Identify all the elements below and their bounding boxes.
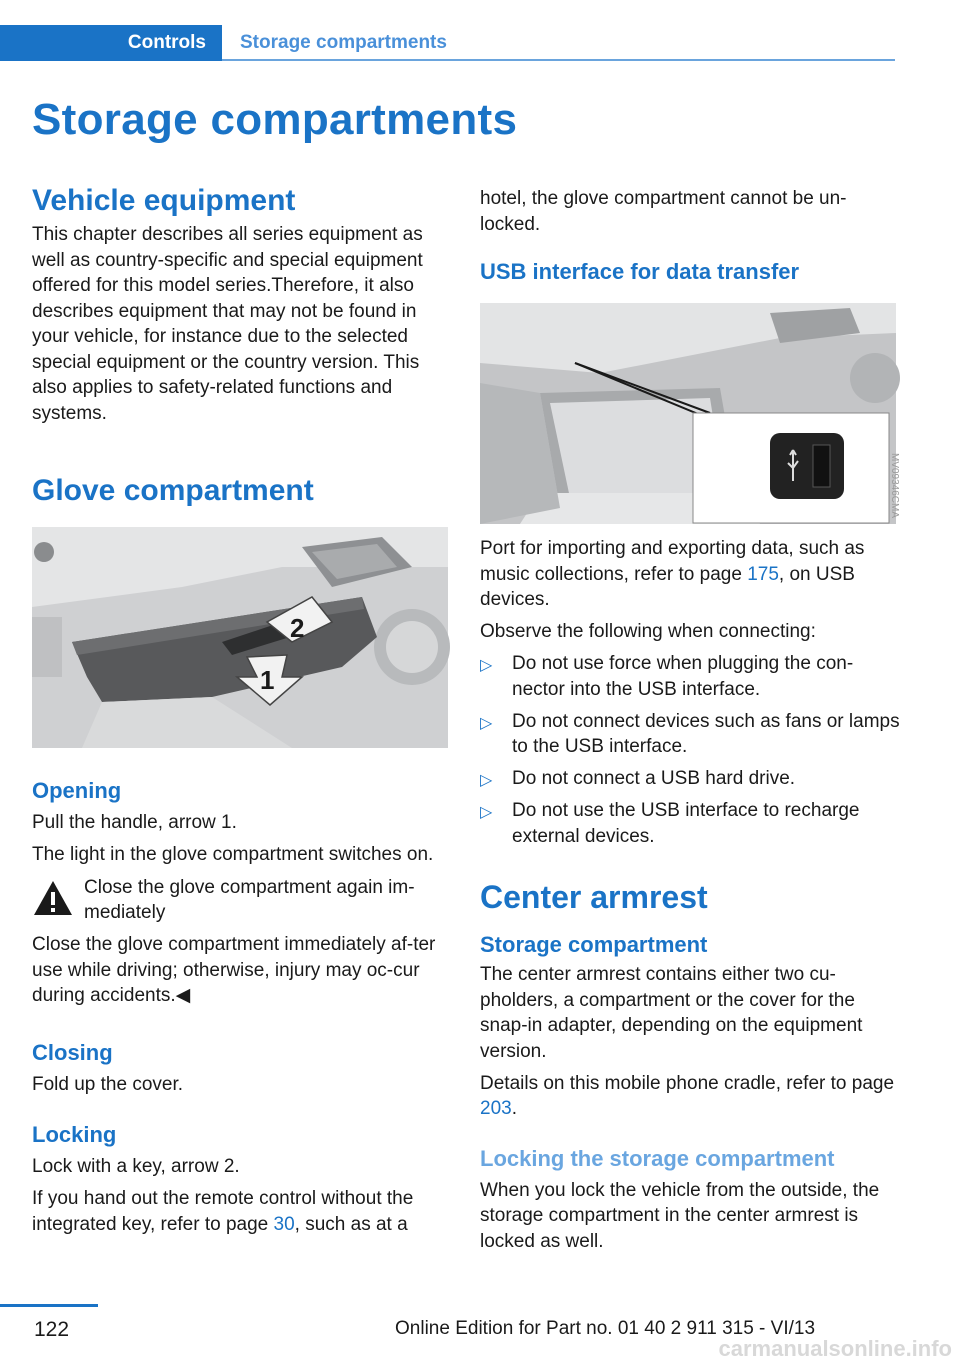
warning-triangle-icon: [32, 879, 74, 917]
figure-code: MV09346CMA: [889, 453, 900, 519]
locking-storage-text: When you lock the vehicle from the outside, the storage compartment in the center armrest is locked as well.: [480, 1179, 880, 1252]
tab-storage-compartments[interactable]: Storage compartments: [240, 32, 447, 53]
header-rule: [222, 59, 895, 61]
header-tabbar: [0, 25, 895, 61]
bullet-triangle-icon: ▷: [480, 772, 493, 789]
closing-text: Fold up the cover.: [32, 1073, 184, 1095]
watermark: carmanualsonline.info: [718, 1336, 952, 1361]
page-title: Storage compartments: [32, 95, 518, 144]
usb-text-2: Observe the following when connecting:: [480, 621, 816, 642]
closing-heading: Closing: [32, 1039, 113, 1065]
storage-text-2: Details on this mobile phone cradle, refer to page 203.: [480, 1072, 895, 1119]
usb-interface-illustration: [480, 303, 900, 524]
center-armrest-heading: Center armrest: [480, 879, 708, 915]
glove-compartment-figure: [32, 527, 448, 748]
storage-compartment-heading: Storage compartment: [480, 932, 708, 957]
page-number: 122: [34, 1318, 70, 1341]
figure-label-1: 1: [260, 665, 275, 695]
left-column: [32, 184, 452, 508]
usb-interface-figure: [480, 303, 900, 524]
page-link-203[interactable]: 203: [480, 1098, 512, 1119]
locking-storage-heading: Locking the storage compartment: [480, 1145, 835, 1171]
locking-text-2: If you hand out the remote control without the integrated key, refer to page 30, such as at a: [32, 1188, 414, 1235]
locking-heading: Locking: [32, 1122, 117, 1147]
right-column: [480, 186, 900, 285]
warning-title: Close the glove compartment again im‐mediately: [84, 876, 415, 923]
opening-text-2: The light in the glove compartment switches on.: [32, 844, 434, 865]
vehicle-equipment-heading: Vehicle equipment: [32, 184, 296, 217]
glove-compartment-heading: Glove compartment: [32, 474, 314, 507]
page-link-30[interactable]: 30: [273, 1213, 295, 1235]
usb-bullet-list: [480, 651, 900, 849]
bullet-triangle-icon: ▷: [480, 804, 493, 821]
list-item: ▷ Do not use the USB interface to recharge external devices.: [480, 800, 860, 847]
glove-compartment-illustration: [32, 527, 448, 748]
bullet-triangle-icon: ▷: [480, 714, 493, 732]
warning-block: [32, 875, 452, 926]
continued-text: hotel, the glove compartment cannot be un‐locked.: [480, 188, 847, 235]
footer-rule: [0, 1304, 98, 1307]
list-item: ▷ Do not connect a USB hard drive.: [480, 766, 900, 792]
opening-heading: Opening: [32, 778, 122, 803]
page-link-175[interactable]: 175: [747, 563, 779, 585]
list-item: ▷ Do not use force when plugging the con‐nector into the USB interface.: [480, 653, 854, 700]
figure-label-2: 2: [290, 613, 305, 643]
usb-heading: USB interface for data transfer: [480, 259, 800, 284]
edition-note: Online Edition for Part no. 01 40 2 911 315 - VI/13: [395, 1318, 816, 1339]
list-item: ▷ Do not connect devices such as fans or lamps to the USB interface.: [480, 710, 900, 757]
locking-text-1: Lock with a key, arrow 2.: [32, 1156, 240, 1177]
warning-text: Close the glove compartment immediately af‐ter use while driving; otherwise, injury may oc‐cur during accidents.◀: [32, 934, 436, 1006]
left-column-lower: [32, 778, 452, 1237]
opening-text-1: Pull the handle, arrow 1.: [32, 812, 237, 833]
tab-controls[interactable]: Controls: [0, 25, 222, 61]
storage-text-1: The center armrest contains either two cu‐pholders, a compartment or the cover for the snap-in adapter, depending on the equipment version.: [480, 964, 863, 1062]
usb-text-1: Port for importing and exporting data, such as music collections, refer to page 175, on USB devices.: [480, 538, 865, 610]
vehicle-equipment-text: This chapter describes all series equipment as well as country-specific and special equipment offered for this model series.Therefore, it also describes equipment that may not be found in your vehicle, for instance due to the selected special equipment or the country version. This also applies to safety-related functions and systems.: [32, 224, 423, 424]
right-column-lower: [480, 536, 900, 1254]
bullet-triangle-icon: ▷: [480, 657, 493, 674]
